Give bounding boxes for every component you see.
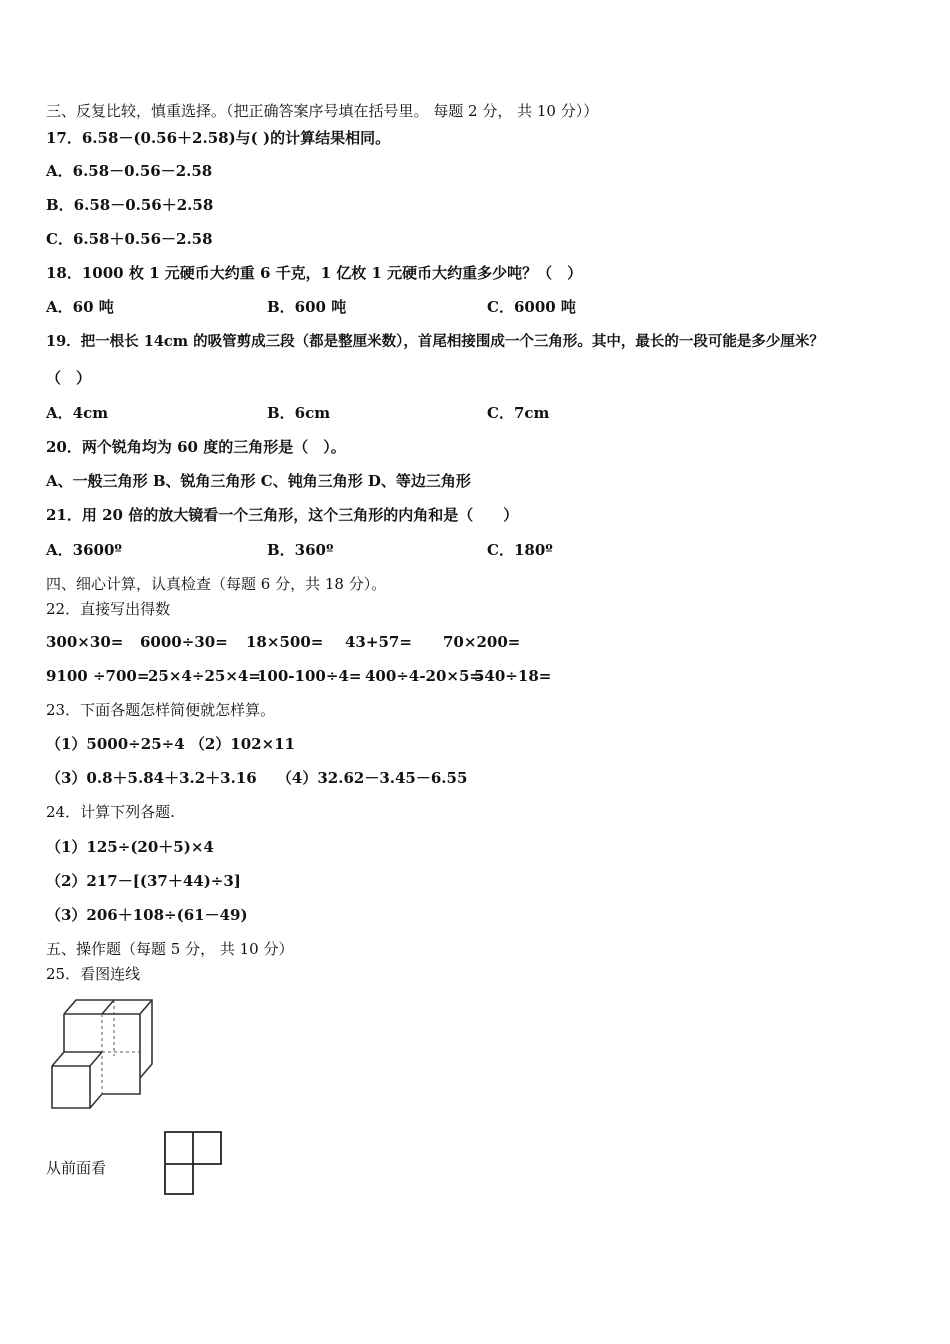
- q17-option-c: C．6.58＋0.56－2.58: [46, 230, 213, 248]
- q18-stem: 18．1000 枚 1 元硬币大约重 6 千克，1 亿枚 1 元硬币大约重多少吨？（ ）: [46, 264, 583, 282]
- q20-options: A、一般三角形 B、锐角三角形 C、钝角三角形 D、等边三角形: [46, 472, 471, 490]
- q22-row2-item: 400÷4-20×5=: [365, 667, 482, 685]
- q22-row2-item: 25×4÷25×4=: [148, 667, 261, 685]
- q21-option-b: B．360º: [267, 541, 334, 559]
- q19-answer-paren: （ ）: [46, 369, 92, 387]
- q24-stem: 24．计算下列各题.: [46, 803, 175, 821]
- q24-item-1: （1）125÷(20＋5)×4: [46, 838, 214, 856]
- q21-option-c: C．180º: [487, 541, 553, 559]
- q24-item-3: （3）206＋108÷(61－49): [46, 906, 248, 924]
- cube-stack-figure: [44, 996, 160, 1114]
- front-view-label: 从前面看: [46, 1159, 107, 1177]
- section-4-title: 四、细心计算，认真检查（每题 6 分，共 18 分）。: [46, 575, 387, 593]
- q21-option-a: A．3600º: [46, 541, 122, 559]
- q23-line2: （3）0.8＋5.84＋3.2＋3.16 （4）32.62－3.45－6.55: [46, 769, 468, 787]
- q22-row2-item: 9100 ÷700=: [46, 667, 150, 685]
- q18-option-b: B．600 吨: [267, 298, 347, 316]
- q17-stem: 17．6.58－(0.56＋2.58)与( )的计算结果相同。: [46, 129, 391, 147]
- q22-row1-item: 43+57=: [345, 633, 412, 651]
- q21-stem: 21．用 20 倍的放大镜看一个三角形，这个三角形的内角和是（ ）: [46, 506, 519, 524]
- q17-option-b: B．6.58－0.56＋2.58: [46, 196, 214, 214]
- q19-option-a: A．4cm: [46, 404, 109, 422]
- q19-option-b: B．6cm: [267, 404, 331, 422]
- q18-option-a: A．60 吨: [46, 298, 114, 316]
- q20-stem: 20．两个锐角均为 60 度的三角形是（ ）。: [46, 438, 346, 456]
- q24-item-2: （2）217－[(37＋44)÷3]: [46, 872, 241, 890]
- q17-option-a: A．6.58－0.56－2.58: [46, 162, 213, 180]
- q18-option-c: C．6000 吨: [487, 298, 576, 316]
- q22-row1-item: 300×30=: [46, 633, 124, 651]
- q22-row2-item: 540÷18=: [474, 667, 552, 685]
- q22-row1-item: 70×200=: [443, 633, 521, 651]
- q25-stem: 25．看图连线: [46, 965, 141, 983]
- q22-stem: 22．直接写出得数: [46, 600, 171, 618]
- q19-option-c: C．7cm: [487, 404, 550, 422]
- q22-row1-item: 18×500=: [246, 633, 324, 651]
- q23-line1: （1）5000÷25÷4 （2）102×11: [46, 735, 296, 753]
- q22-row1-item: 6000÷30=: [140, 633, 228, 651]
- q19-stem: 19．把一根长 14cm 的吸管剪成三段（都是整厘米数），首尾相接围成一个三角形。其中，最长的一段可能是多少厘米？: [46, 333, 824, 350]
- section-5-title: 五、操作题（每题 5 分， 共 10 分）: [46, 940, 294, 958]
- q23-stem: 23．下面各题怎样简便就怎样算。: [46, 701, 276, 719]
- section-3-title: 三、反复比较，慎重选择。（把正确答案序号填在括号里。 每题 2 分， 共 10 分））: [46, 102, 599, 120]
- q22-row2-item: 100-100÷4=: [257, 667, 362, 685]
- front-view-shape: [163, 1128, 225, 1198]
